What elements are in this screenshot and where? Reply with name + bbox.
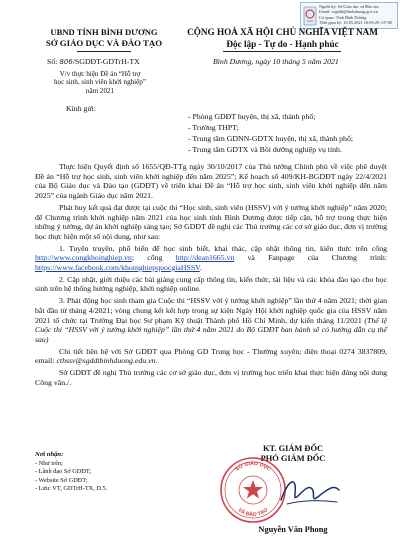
document-subject (40, 70, 160, 95)
item-1-text-2: ; cổng (131, 253, 176, 263)
document-body (35, 162, 387, 389)
agency-name: SỞ GIÁO DỤC VÀ ĐÀO TẠO (45, 38, 163, 48)
contact-text-end: . (155, 356, 158, 366)
stamp-top-text: SỞ GIÁO DỤC (234, 460, 272, 473)
national-motto (175, 27, 390, 50)
doc-number-prefix: Số: (47, 57, 58, 66)
contact-text: Chi tiết liên hệ với Sở GDĐT qua Phòng GD Trung học - Thường xuyên; điện thoại 0274 3837809, email: (35, 346, 387, 366)
paragraph-item-1 (35, 244, 387, 273)
signer-position: PHÓ GIÁM ĐỐC (260, 454, 326, 463)
signature-signer: Người ký: Sở Giáo dục và Đào tạo (319, 4, 379, 9)
recipient-item: - Trường THPT; (188, 123, 239, 132)
signer-name: Nguyễn Văn Phong (258, 525, 328, 534)
motto-slogan: Độc lập - Tự do - Hạnh phúc (226, 38, 339, 49)
signer-kt: KT. GIÁM ĐỐC (262, 444, 324, 453)
link-facebook-fanpage[interactable]: https://www.facebook.com/khoinghiepquocgiaHSSV (35, 263, 200, 273)
item-1-text: 1. Tuyên truyền, phổ biến để học sinh biết, khai thác, cập nhật thông tin, kiến thức trên cổng (59, 243, 387, 253)
link-dean1665[interactable]: http://dean1665.vn (175, 253, 235, 263)
motto-underline (223, 51, 341, 52)
signature-email: Email: sogddt@binhduong.gov.vn (319, 9, 378, 15)
subject-line-1: V/v thực hiện Đề án “Hỗ trợ (59, 70, 141, 78)
noi-nhan-item: - Như trên; (35, 460, 63, 467)
paragraph-item-3 (35, 296, 387, 345)
paragraph-closing: Sở GDĐT đề nghị Thủ trưởng các cơ sở giáo dục, đơn vị trường học triển khai thực hiện đúng nội dung Công văn./. (35, 368, 387, 387)
agency-parent: UBND TỈNH BÌNH DƯƠNG (50, 27, 158, 37)
recipient-item: - Trung tâm GDNN-GDTX huyện, thị xã, thành phố; (188, 134, 354, 143)
doc-number-handwritten: 806 (59, 58, 73, 66)
paragraph-item-2: 2. Cập nhật, giới thiệu các bài giảng cung cấp thông tin, kiến thức, tài liệu và các khóa đào tạo cho học sinh trên hệ thống hướng nghiệp, khởi nghiệp online. (35, 274, 387, 294)
paragraph-contact (35, 347, 387, 366)
signature-agency: Cơ quan: Tỉnh Bình Dương (319, 14, 367, 20)
paragraph-purpose: Phát huy kết quả đạt được tại cuộc thi “Học sinh, sinh viên (HSSV) với ý tưởng khởi nghiệp” năm 2020; để Chương trình khởi nghiệp năm 2021 của học sinh tỉnh Bình Dương được tiếp cận, hỗ trợ trong thực hiện những ý tưởng, dự án khởi nghiệp sáng tạo; Sở GDĐT đề nghị các Thủ trưởng các cơ sở giáo dục, đơn vị trường học thực hiện một số nội dung, như sau: (35, 202, 387, 241)
country-name: CỘNG HOÀ XÃ HỘI CHỦ NGHĨA VIỆT NAM (187, 27, 378, 37)
recipient-item: - Phòng GDĐT huyện, thị xã, thành phố; (188, 112, 316, 121)
subject-line-3: năm 2021 (85, 86, 115, 95)
contact-email: cthssv@sgddtbinhduong.edu.vn (56, 356, 156, 366)
signature-seal-icon (303, 6, 317, 26)
document-number (47, 57, 140, 66)
recipient-list (188, 111, 353, 155)
digital-signature-box (300, 2, 398, 29)
signature-time: Thời gian ký: 10.05.2021 16:09:29 +07:00 (319, 20, 393, 26)
stamp-bottom-text: VÀ ĐÀO TẠO (236, 507, 270, 519)
noi-nhan-item: - Lãnh đạo Sở GDĐT; (35, 468, 92, 476)
kinh-gui-label: Kính gửi: (66, 104, 96, 113)
item-1-text-3: và Fanpage của Chương trình: (234, 253, 387, 263)
agency-underline (77, 51, 131, 52)
noi-nhan-item: - Lưu: VT, GDTrH-TX, D.5. (35, 485, 108, 493)
handwritten-signature-icon (275, 470, 345, 515)
noi-nhan-label: Nơi nhận: (35, 451, 64, 458)
item-3-note: (Thể lệ Cuộc thi “HSSV với ý tưởng khởi nghiệp” lần thứ 4 năm 2021 do Bộ GDĐT ban hành sẽ có hướng dẫn cụ thể sau) (35, 315, 387, 344)
agency-header (44, 27, 164, 49)
subject-line-2: học sinh, sinh viên khởi nghiệp” (53, 78, 147, 87)
document-date: Bình Dương, ngày 10 tháng 5 năm 2021 (213, 57, 339, 66)
item-1-text-4: . (199, 263, 202, 273)
paragraph-legal-basis: Thực hiện Quyết định số 1655/QĐ-TTg ngày 30/10/2017 của Thủ tướng Chính phủ về việc phê duyệt Đề án “Hỗ trợ học sinh, sinh viên khởi nghiệp đến năm 2025”; Kế hoạch số 409/KH-BGDĐT ngày 22/4/2021 của Bộ Giáo dục và Đào tạo (GDĐT) về triển khai Đề án “Hỗ trợ học sinh, sinh viên khởi nghiệp đến năm 2025” của ngành Giáo dục năm 2021. (35, 162, 387, 201)
link-congkhoinghiep[interactable]: http://www.congkhoinghiep.vn (35, 253, 132, 263)
noi-nhan-list (35, 460, 107, 494)
noi-nhan-item: - Website Sở GDĐT; (35, 476, 88, 484)
recipient-item: - Trung tâm GDTX và Bồi dưỡng nghiệp vụ tỉnh. (188, 145, 342, 154)
item-3-text: 3. Phát động học sinh tham gia Cuộc thi “HSSV với ý tưởng khởi nghiệp” lần thứ 4 năm 2021; thời gian bắt đầu từ tháng 4/2021; vòng chung kết kết hợp trong sự kiện Ngày Hội khởi nghiệp quốc gia của HSSV năm 2021 tổ chức tại Trường Đại học Sư phạm Kỹ thuật Thành phố Hồ Chí Minh, dự kiến tháng 11/2021 (35, 296, 387, 325)
doc-number-suffix: /SGDĐT-GDTrH-TX (72, 57, 140, 66)
